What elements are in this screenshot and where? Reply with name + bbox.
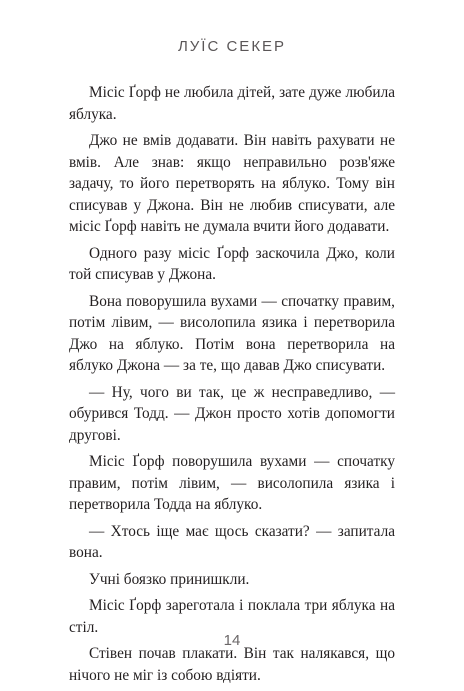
body-text [69,82,395,691]
page-number: 14 [223,632,241,649]
paragraph: — Ну, чого ви так, це ж несправедливо, — обурився Тодд. — Джон просто хотів допомогти другові. [69,383,395,444]
paragraph: Місіс Ґорф не любила дітей, зате дуже любила яблука. [69,84,395,123]
paragraph: Місіс Ґорф поворушила вухами — спочатку правим, потім лівим, — висолопила язика і перетворила Тодда на яблуко. [69,453,395,513]
paragraph: Стівен почав плакати. Він так налякався, що нічого не міг із собою вдіяти. [69,645,395,684]
paragraph: Місіс Ґорф зареготала і поклала три яблука на стіл. [69,597,395,636]
paragraph: Вона поворушила вухами — спочатку правим, потім лівим, — висолопила язика і перетворила Джо на яблуко. Потім вона перетворила на яблуко Джона — за те, що давав Джо списувати. [69,292,395,374]
running-head: ЛУЇС СЕКЕР [177,38,287,55]
paragraph: Учні боязко принишкли. [89,570,250,588]
paragraph: Джо не вмів додавати. Він навіть рахувати не вмів. Але знав: якщо неправильно розв'яже задачу, то його перетворять на яблуко. Тому він списував у Джона. Він не любив списувати, але місіс Ґорф навіть не думала вчити його додавати. [69,132,395,235]
paragraph: — Хтось іще має щось сказати? — запитала вона. [69,522,395,561]
paragraph: Одного разу місіс Ґорф заскочила Джо, коли той списував у Джона. [69,244,395,283]
